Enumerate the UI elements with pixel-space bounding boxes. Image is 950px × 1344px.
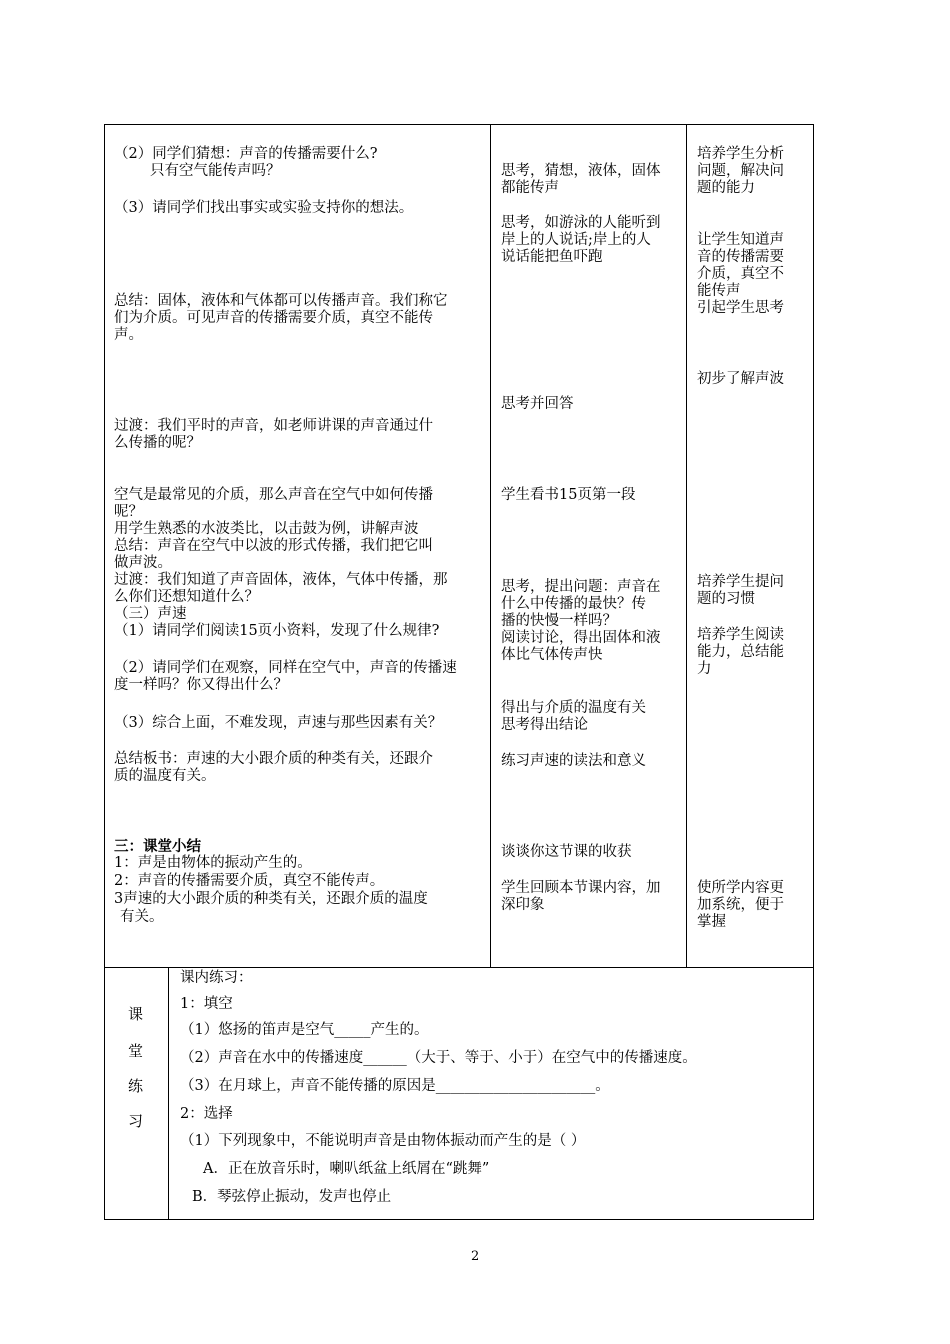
recap-item: 3声速的大小跟介质的种类有关，还跟介质的温度 [114, 891, 428, 907]
design-intent: 介质，真空不 [697, 266, 784, 282]
practice-side-label: 练 [128, 1077, 144, 1095]
student-activity: 什么中传播的最快？传 [501, 596, 646, 612]
observe-question: （2）请同学们在观察，同样在空气中，声音的传播速 [114, 660, 457, 676]
practice-side-label: 课 [128, 1005, 144, 1023]
student-activity: 思考，猜想，液体，固体 [501, 163, 661, 179]
student-activity: 思考，提出问题：声音在 [501, 579, 661, 595]
student-activity: 思考并回答 [501, 396, 574, 412]
board-summary: 质的温度有关。 [114, 768, 216, 784]
design-intent: 力 [697, 661, 712, 677]
page-number: 2 [471, 1249, 480, 1264]
transition-text-2: 么你们还想知道什么？ [114, 589, 259, 605]
recap-item: 1：声是由物体的振动产生的。 [114, 855, 312, 871]
student-activity: 学生看书15页第一段 [501, 487, 636, 503]
student-activity: 阅读讨论，得出固体和液 [501, 630, 661, 646]
factors-question: （3）综合上面，不难发现，声速与那些因素有关？ [114, 715, 443, 731]
choice-heading: 2：选择 [180, 1106, 233, 1122]
student-activity: 都能传声 [501, 180, 559, 196]
summary-medium: 们为介质。可见声音的传播需要介质，真空不能传 [114, 310, 433, 326]
design-intent: 掌握 [697, 914, 726, 930]
student-activity: 思考得出结论 [501, 717, 588, 733]
student-activity: 播的快慢一样吗？ [501, 613, 617, 629]
row-divider [104, 967, 814, 968]
choice-option: B．琴弦停止振动，发声也停止 [192, 1189, 392, 1205]
column-divider-1 [490, 124, 491, 968]
practice-side-label: 堂 [128, 1042, 144, 1060]
practice-side-label: 习 [128, 1112, 144, 1130]
guess-question: （2）同学们猜想：声音的传播需要什么? [114, 146, 378, 162]
transition-text-2: 过渡：我们知道了声音固体，液体，气体中传播，那 [114, 572, 448, 588]
design-intent: 让学生知道声 [697, 232, 784, 248]
student-activity: 思考，如游泳的人能听到 [501, 215, 661, 231]
recap-item: 2：声音的传播需要介质，真空不能传声。 [114, 873, 385, 889]
recap-heading: 三：课堂小结 [114, 838, 201, 855]
student-activity: 岸上的人说话;岸上的人 [501, 232, 651, 248]
design-intent: 引起学生思考 [697, 300, 784, 316]
design-intent: 培养学生分析 [697, 146, 784, 162]
air-medium-question: 空气是最常见的介质，那么声音在空气中如何传播 [114, 487, 433, 503]
guess-question-2: 只有空气能传声吗？ [150, 163, 281, 179]
practice-label-divider [168, 967, 169, 1220]
design-intent: 问题，解决问 [697, 163, 784, 179]
summary-medium: 总结：固体，液体和气体都可以传播声音。我们称它 [114, 293, 448, 309]
design-intent: 初步了解声波 [697, 371, 784, 387]
choice-question: （1）下列现象中，不能说明声音是由物体振动而产生的是（ ） [180, 1133, 586, 1149]
board-summary: 总结板书：声速的大小跟介质的种类有关，还跟介 [114, 751, 433, 767]
evidence-question: （3）请同学们找出事实或实验支持你的想法。 [114, 200, 414, 216]
column-divider-2 [686, 124, 687, 968]
student-activity: 说话能把鱼吓跑 [501, 249, 603, 265]
section-heading: （三）声速 [114, 606, 187, 622]
student-activity: 学生回顾本节课内容，加 [501, 880, 661, 896]
design-intent: 培养学生阅读 [697, 627, 784, 643]
design-intent: 能传声 [697, 283, 741, 299]
air-medium-question: 呢？ [114, 504, 143, 520]
transition-text: 过渡：我们平时的声音，如老师讲课的声音通过什 [114, 418, 433, 434]
design-intent: 题的能力 [697, 180, 755, 196]
design-intent: 培养学生提问 [697, 574, 784, 590]
design-intent: 加系统，便于 [697, 897, 784, 913]
practice-title: 课内练习： [180, 970, 253, 986]
student-activity: 体比气体传声快 [501, 647, 603, 663]
wave-analogy: 用学生熟悉的水波类比，以击鼓为例，讲解声波 [114, 521, 419, 537]
transition-text: 么传播的呢？ [114, 435, 201, 451]
design-intent: 使所学内容更 [697, 880, 784, 896]
student-activity: 谈谈你这节课的收获 [501, 844, 632, 860]
student-activity: 得出与介质的温度有关 [501, 700, 646, 716]
choice-option: A．正在放音乐时，喇叭纸盆上纸屑在“跳舞” [203, 1161, 490, 1177]
student-activity: 深印象 [501, 897, 545, 913]
fill-question: （2）声音在水中的传播速度______（大于、等于、小于）在空气中的传播速度。 [180, 1050, 697, 1066]
summary-sound-wave: 总结：声音在空气中以波的形式传播，我们把它叫 [114, 538, 433, 554]
design-intent: 题的习惯 [697, 591, 755, 607]
design-intent: 能力，总结能 [697, 644, 784, 660]
fill-question: （3）在月球上，声音不能传播的原因是______________________。 [180, 1078, 610, 1094]
summary-sound-wave: 做声波。 [114, 555, 172, 571]
observe-question: 度一样吗？你又得出什么？ [114, 677, 288, 693]
design-intent: 音的传播需要 [697, 249, 784, 265]
student-activity: 练习声速的读法和意义 [501, 753, 646, 769]
fill-blank-heading: 1：填空 [180, 996, 233, 1012]
reading-question: （1）请同学们阅读15页小资料，发现了什么规律? [114, 623, 440, 639]
summary-medium: 声。 [114, 327, 143, 343]
recap-item: 有关。 [120, 909, 164, 925]
fill-question: （1）悠扬的笛声是空气_____产生的。 [180, 1022, 429, 1038]
